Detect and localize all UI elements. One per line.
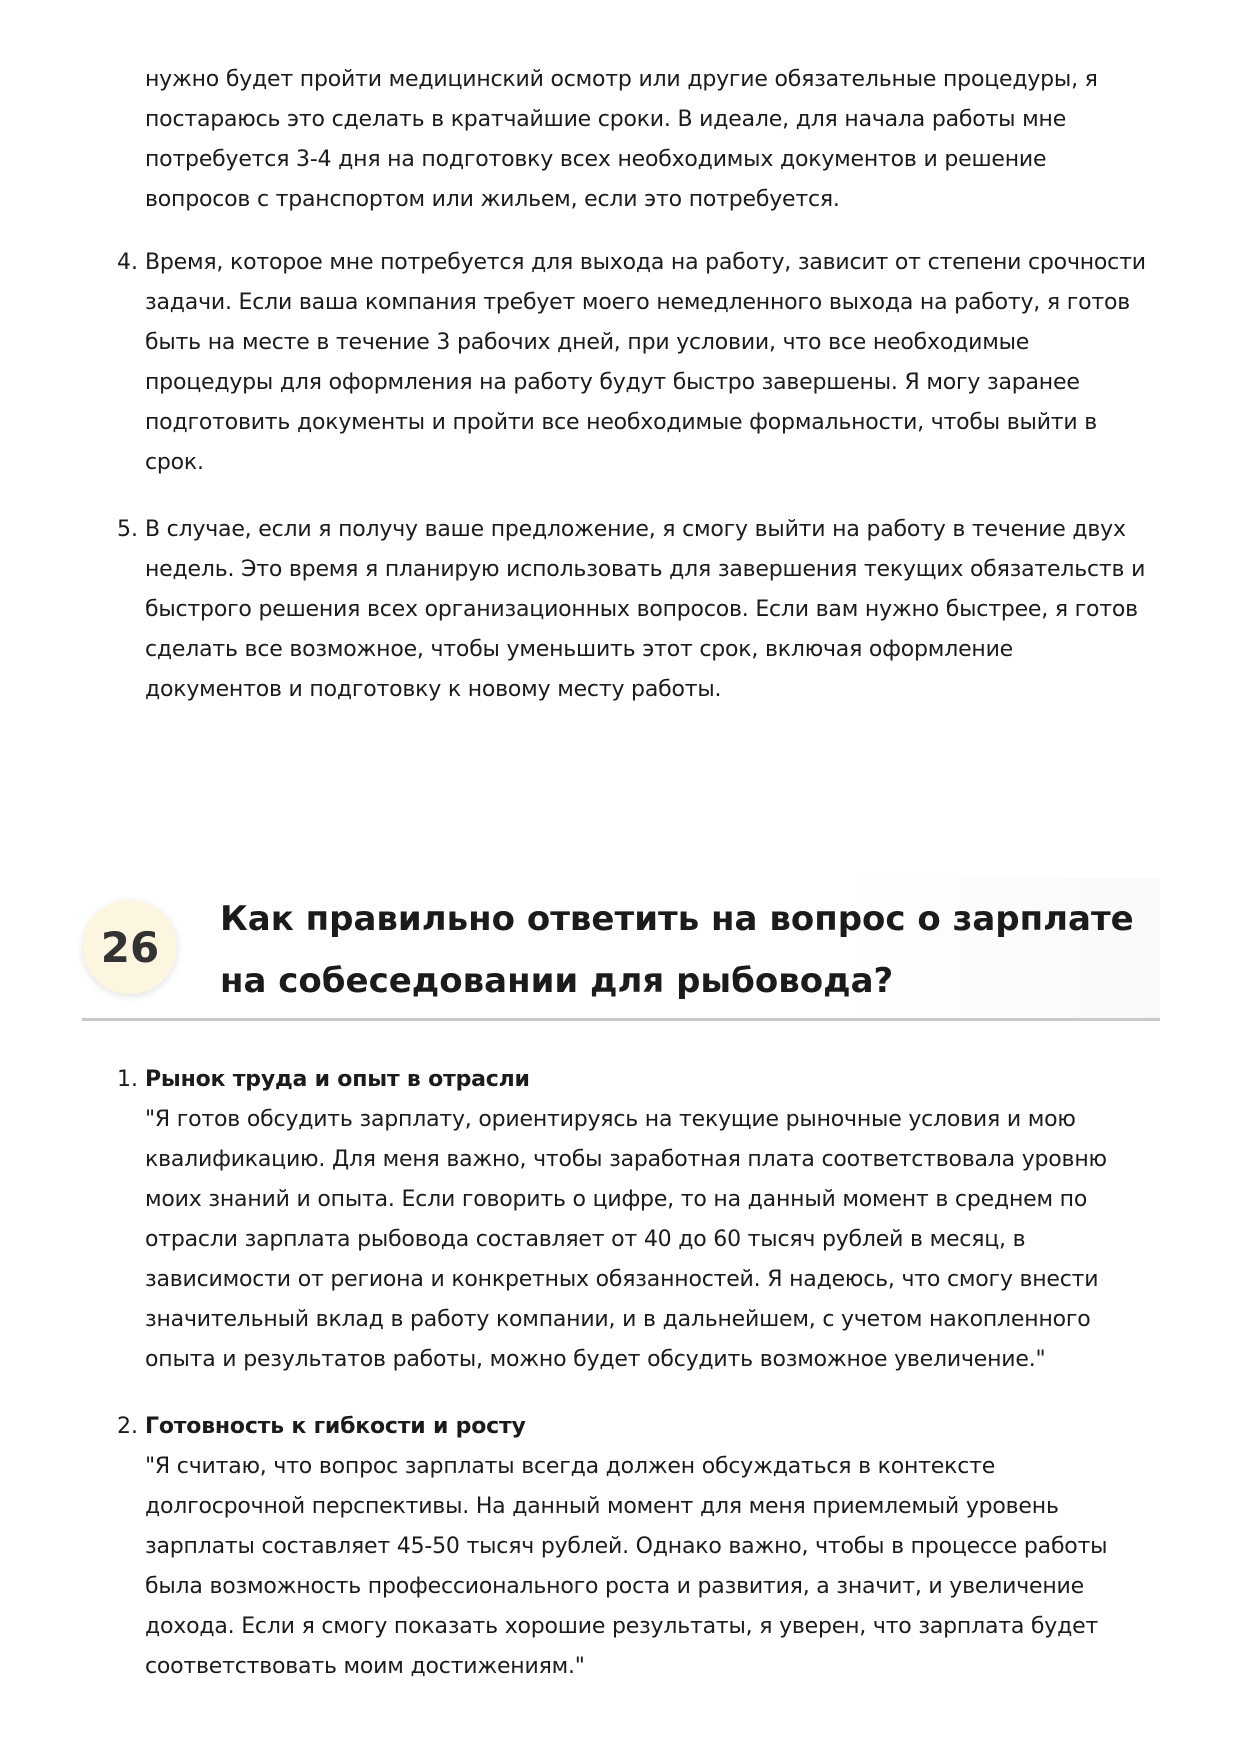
- answer-text: "Я готов обсудить зарплату, ориентируясь на текущие рыночные условия и мою квалификацию. Для меня важно, чтобы заработная плата соответствовала уровню моих знаний и опыта. Если говорить о цифре, то на данный момент в среднем по отрасли зарплата рыбовода составляет от 40 до 60 тысяч рублей в месяц, в зависимости от региона и конкретных обязанностей. Я надеюсь, что смогу внести значительный вклад в работу компании, и в дальнейшем, с учетом накопленного опыта и результатов работы, можно будет обсудить возможное увеличение.": [145, 1107, 1107, 1372]
- answer-item: [145, 1060, 1155, 1380]
- list-item-text: В случае, если я получу ваше предложение, я смогу выйти на работу в течение двух недель. Это время я планирую использовать для завершения текущих обязательств и быстрого решения всех организационных вопросов. Если вам нужно быстрее, я готов сделать все возможное, чтобы уменьшить этот срок, включая оформление документов и подготовку к новому месту работы.: [145, 517, 1146, 702]
- list-item-number: 4.: [117, 250, 138, 275]
- answer-number: 2.: [117, 1414, 138, 1439]
- list-item-text: Время, которое мне потребуется для выхода на работу, зависит от степени срочности задачи. Если ваша компания требует моего немедленного выхода на работу, я готов быть на месте в течение 3 рабочих дней, при условии, что все необходимые процедуры для оформления на работу будут быстро завершены. Я могу заранее подготовить документы и пройти все необходимые формальности, чтобы выйти в срок.: [145, 250, 1146, 475]
- answer-number: 1.: [117, 1067, 138, 1092]
- section-title: Как правильно ответить на вопрос о зарплате на собеседовании для рыбовода?: [220, 899, 1134, 1001]
- answer-title: Готовность к гибкости и росту: [145, 1414, 526, 1439]
- answer-title: Рынок труда и опыт в отрасли: [145, 1067, 530, 1092]
- section-number-badge: 26: [83, 900, 177, 994]
- answer-text: "Я считаю, что вопрос зарплаты всегда должен обсуждаться в контексте долгосрочной перспективы. На данный момент для меня приемлемый уровень зарплаты составляет 45-50 тысяч рублей. Однако важно, чтобы в процессе работы была возможность профессионального роста и развития, а значит, и увеличение дохода. Если я смогу показать хорошие результаты, я уверен, что зарплата будет соответствовать моим достижениям.": [145, 1454, 1108, 1679]
- answer-item: [145, 1407, 1155, 1687]
- continuation-paragraph: нужно будет пройти медицинский осмотр или другие обязательные процедуры, я постараюсь это сделать в кратчайшие сроки. В идеале, для начала работы мне потребуется 3-4 дня на подготовку всех необходимых документов и решение вопросов с транспортом или жильем, если это потребуется.: [145, 67, 1098, 212]
- list-item-number: 5.: [117, 517, 138, 542]
